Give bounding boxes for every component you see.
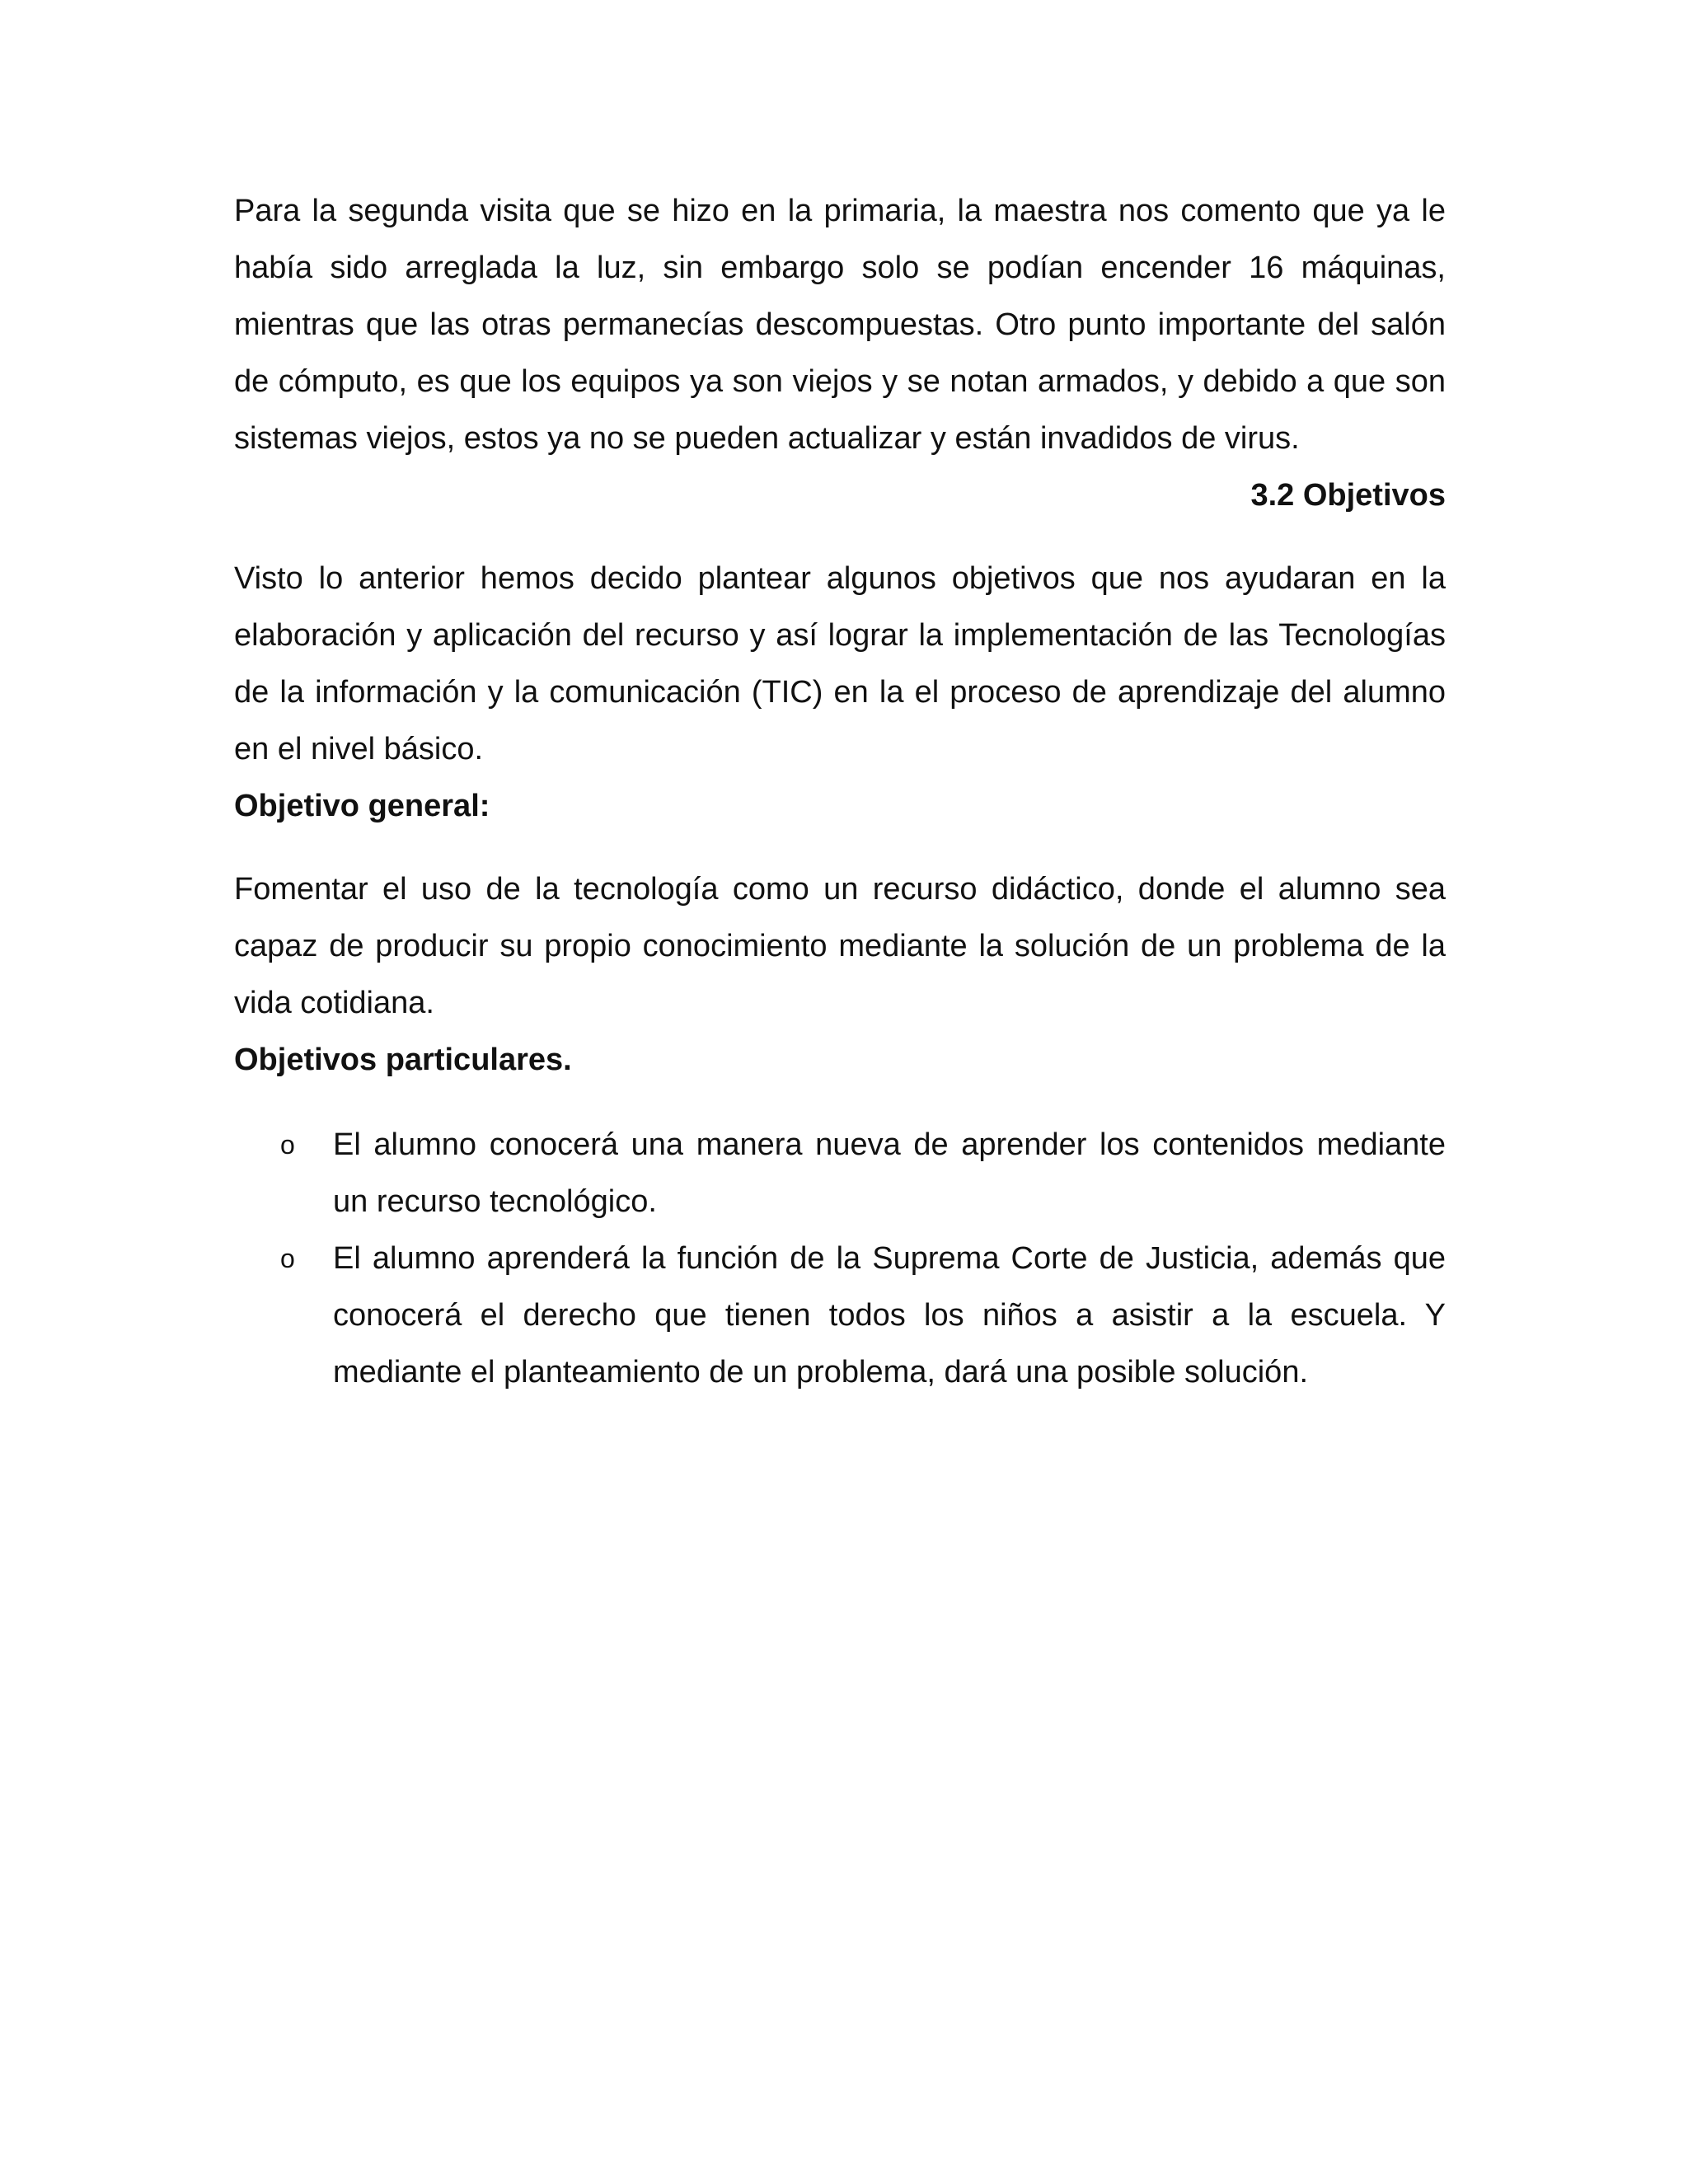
list-item <box>234 1230 1446 1401</box>
bullet-circle-icon: o <box>280 1130 295 1160</box>
particular-objectives-heading: Objetivos particulares. <box>234 1043 572 1077</box>
list-item-text: El alumno aprenderá la función de la Suprema Corte de Justicia, además que conocerá el derecho que tienen todos los niños a asistir a la escuela. Y mediante el planteamiento de un problema, dará una posible solución. <box>333 1241 1446 1390</box>
document-page <box>234 183 1446 1401</box>
intro-paragraph: Para la segunda visita que se hizo en la primaria, la maestra nos comento que ya le había sido arreglada la luz, sin embargo solo se podían encender 16 máquinas, mientras que las otras permanecías descompuestas. Otro punto importante del salón de cómputo, es que los equipos ya son viejos y se notan armados, y debido a que son sistemas viejos, estos ya no se pueden actualizar y están invadidos de virus. <box>234 194 1446 456</box>
list-item <box>234 1117 1446 1230</box>
objectives-intro-paragraph: Visto lo anterior hemos decido plantear algunos objetivos que nos ayudaran en la elaboración y aplicación del recurso y así lograr la implementación de las Tecnologías de la información y la comunicación (TIC) en la el proceso de aprendizaje del alumno en el nivel básico. <box>234 561 1446 766</box>
section-heading: 3.2 Objetivos <box>1250 478 1446 513</box>
bullet-circle-icon: o <box>280 1244 295 1273</box>
list-item-text: El alumno conocerá una manera nueva de aprender los contenidos mediante un recurso tecnológico. <box>333 1127 1446 1219</box>
general-objective-heading: Objetivo general: <box>234 789 490 823</box>
particular-objectives-list <box>234 1117 1446 1401</box>
general-objective-text: Fomentar el uso de la tecnología como un recurso didáctico, donde el alumno sea capaz de producir su propio conocimiento mediante la solución de un problema de la vida cotidiana. <box>234 872 1446 1020</box>
